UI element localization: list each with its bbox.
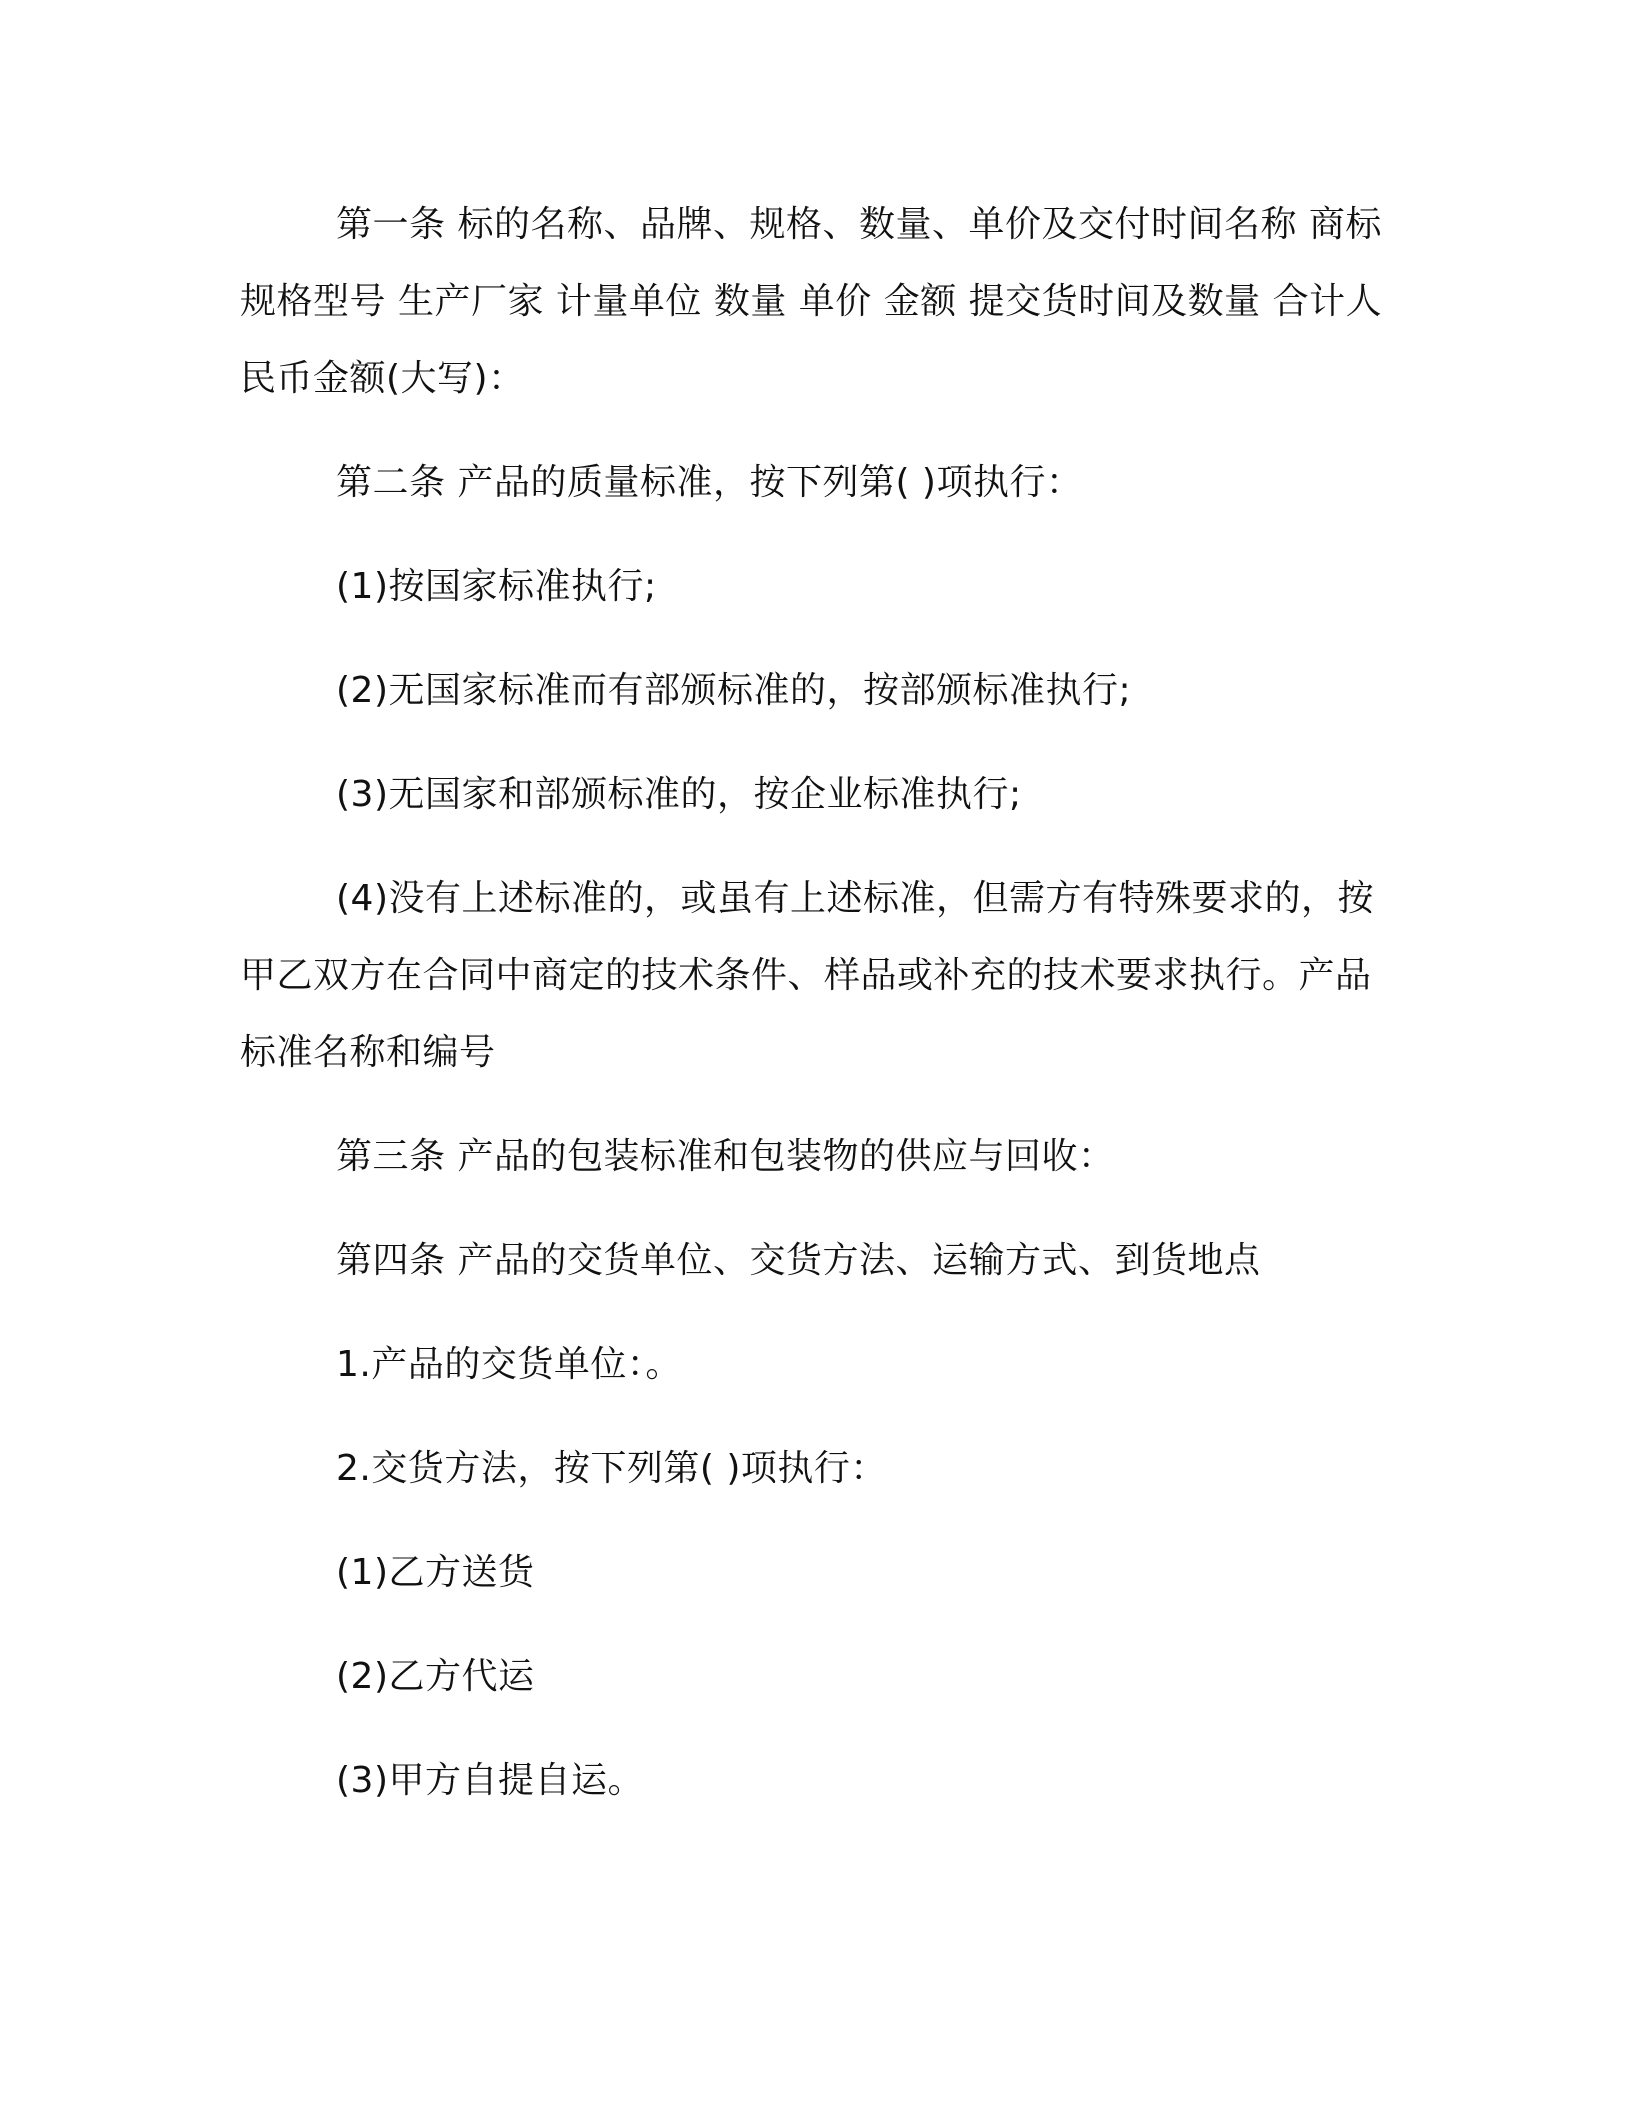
- article-1-paragraph: 第一条 标的名称、品牌、规格、数量、单价及交付时间名称 商标 规格型号 生产厂家 计量单位 数量 单价 金额 提交货时间及数量 合计人民币金额(大写)：: [240, 204, 1383, 399]
- article-3-paragraph: 第三条 产品的包装标准和包装物的供应与回收：: [336, 1136, 1115, 1177]
- delivery-method-item: 2.交货方法，按下列第( )项执行：: [336, 1448, 887, 1489]
- delivery-option-3: (3)甲方自提自运。: [336, 1760, 644, 1801]
- quality-option-2: (2)无国家标准而有部颁标准的，按部颁标准执行;: [336, 670, 1132, 711]
- delivery-option-1: (1)乙方送货: [336, 1552, 535, 1593]
- document-body: [240, 186, 1390, 1819]
- quality-option-4: (4)没有上述标准的，或虽有上述标准，但需方有特殊要求的，按甲乙双方在合同中商定的技术条件、样品或补充的技术要求执行。产品标准名称和编号: [240, 878, 1374, 1073]
- quality-option-3: (3)无国家和部颁标准的，按企业标准执行;: [336, 774, 1022, 815]
- article-2-paragraph: 第二条 产品的质量标准，按下列第( )项执行：: [336, 462, 1083, 503]
- delivery-unit-item: 1.产品的交货单位：。: [336, 1344, 682, 1385]
- delivery-option-2: (2)乙方代运: [336, 1656, 535, 1697]
- article-4-paragraph: 第四条 产品的交货单位、交货方法、运输方式、到货地点: [336, 1240, 1261, 1281]
- quality-option-1: (1)按国家标准执行;: [336, 566, 657, 607]
